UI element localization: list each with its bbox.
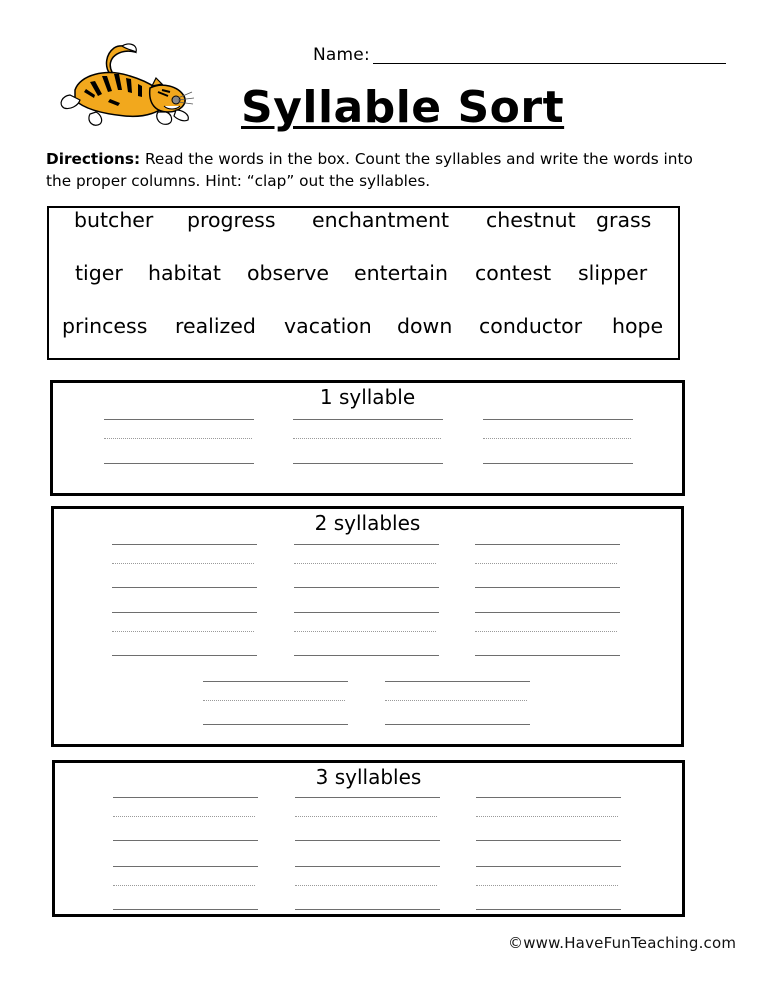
word: princess xyxy=(62,314,148,338)
word-bank-box xyxy=(47,206,680,360)
word: tiger xyxy=(75,261,123,285)
word: slipper xyxy=(578,261,648,285)
word: habitat xyxy=(148,261,221,285)
section-title: 1 syllable xyxy=(319,385,416,409)
word: hope xyxy=(612,314,664,338)
name-input-line[interactable] xyxy=(373,63,726,64)
word: realized xyxy=(175,314,256,338)
two-syllable-box xyxy=(51,506,684,747)
one-syllable-box xyxy=(50,380,685,496)
directions-text: Read the words in the box. Count the syllables and write the words into the proper columns. Hint: “clap” out the syllables. xyxy=(46,150,693,190)
word: down xyxy=(397,314,453,338)
directions-label: Directions: xyxy=(46,150,141,168)
name-label: Name: xyxy=(313,45,370,65)
word: grass xyxy=(596,208,652,232)
word: enchantment xyxy=(312,208,450,232)
word: conductor xyxy=(479,314,583,338)
word: butcher xyxy=(74,208,154,232)
three-syllable-box xyxy=(52,760,685,917)
tiger-mascot-icon xyxy=(50,40,200,140)
word: chestnut xyxy=(486,208,576,232)
directions xyxy=(46,148,706,192)
word: entertain xyxy=(354,261,448,285)
copyright-footer: ©www.HaveFunTeaching.com xyxy=(508,934,737,952)
section-title: 2 syllables xyxy=(314,511,421,535)
page-title: Syllable Sort xyxy=(241,82,565,133)
word: progress xyxy=(187,208,276,232)
section-title: 3 syllables xyxy=(315,765,422,789)
word: vacation xyxy=(284,314,372,338)
word: contest xyxy=(475,261,552,285)
word: observe xyxy=(247,261,330,285)
